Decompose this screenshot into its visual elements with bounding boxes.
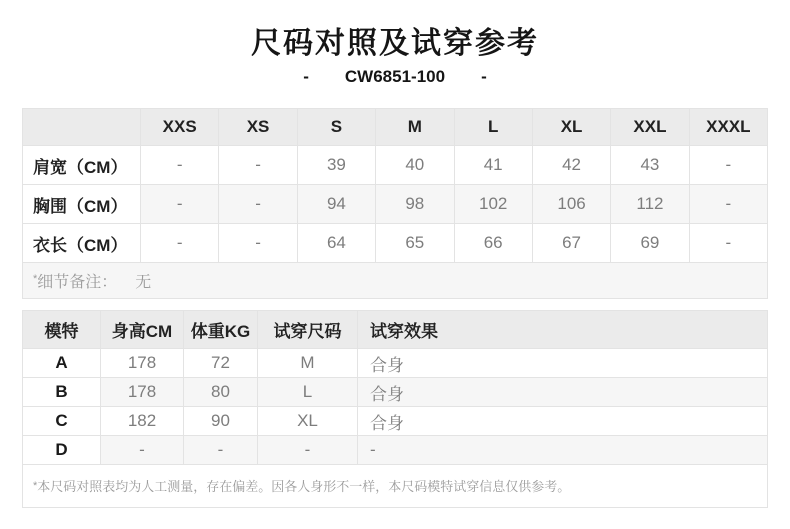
note-asterisk: * — [33, 273, 38, 285]
cell-value: 66 — [454, 224, 532, 263]
product-code-subtitle — [0, 67, 790, 87]
detail-note-cell — [23, 263, 768, 299]
model-effect: 合身 — [358, 407, 768, 436]
cell-value: - — [141, 185, 219, 224]
model-name: A — [23, 349, 101, 378]
cell-value: 98 — [376, 185, 454, 224]
size-col-header-m: M — [376, 109, 454, 146]
cell-value: 64 — [297, 224, 375, 263]
model-size: L — [258, 378, 358, 407]
model-size: XL — [258, 407, 358, 436]
subtitle-dash-right: - — [481, 67, 487, 86]
size-col-header-s: S — [297, 109, 375, 146]
model-size: M — [258, 349, 358, 378]
model-name: C — [23, 407, 101, 436]
table-row-model-d — [23, 436, 768, 465]
model-height: - — [101, 436, 184, 465]
tables-area — [22, 108, 768, 508]
size-col-header-xxl: XXL — [611, 109, 689, 146]
detail-note-label: 细节备注： — [37, 274, 118, 291]
row-label-shoulder: 肩宽（CM） — [23, 146, 141, 185]
model-name: D — [23, 436, 101, 465]
cell-value: 106 — [532, 185, 610, 224]
model-weight: - — [184, 436, 258, 465]
size-table-header-row — [23, 109, 768, 146]
size-col-header-l: L — [454, 109, 532, 146]
fit-col-header-effect: 试穿效果 — [358, 311, 768, 349]
model-effect: 合身 — [358, 378, 768, 407]
cell-value: - — [219, 224, 297, 263]
cell-value: 41 — [454, 146, 532, 185]
fit-col-header-height: 身高CM — [101, 311, 184, 349]
cell-value: - — [141, 146, 219, 185]
size-col-header-xl: XL — [532, 109, 610, 146]
footnote-asterisk: * — [33, 480, 38, 492]
model-size: - — [258, 436, 358, 465]
model-weight: 72 — [184, 349, 258, 378]
model-effect: 合身 — [358, 349, 768, 378]
cell-value: - — [689, 224, 767, 263]
cell-value: 43 — [611, 146, 689, 185]
page-header — [0, 0, 790, 87]
table-row-footnote — [23, 465, 768, 508]
cell-value: 112 — [611, 185, 689, 224]
table-row-length — [23, 224, 768, 263]
model-weight: 90 — [184, 407, 258, 436]
cell-value: - — [689, 146, 767, 185]
table-row-model-b — [23, 378, 768, 407]
model-weight: 80 — [184, 378, 258, 407]
cell-value: 40 — [376, 146, 454, 185]
cell-value: 39 — [297, 146, 375, 185]
model-height: 182 — [101, 407, 184, 436]
subtitle-dash-left: - — [303, 67, 309, 86]
footnote-cell — [23, 465, 768, 508]
row-label-length: 衣长（CM） — [23, 224, 141, 263]
model-height: 178 — [101, 378, 184, 407]
fit-col-header-weight: 体重KG — [184, 311, 258, 349]
table-row-model-c — [23, 407, 768, 436]
model-fit-table — [22, 310, 768, 508]
cell-value: - — [219, 146, 297, 185]
product-code: CW6851-100 — [344, 67, 446, 86]
cell-value: 65 — [376, 224, 454, 263]
table-gap — [22, 299, 768, 310]
table-row-shoulder — [23, 146, 768, 185]
cell-value: 94 — [297, 185, 375, 224]
cell-value: 67 — [532, 224, 610, 263]
page-title: 尺码对照及试穿参考 — [251, 27, 539, 60]
size-col-header-xs: XS — [219, 109, 297, 146]
size-col-header-xxxl: XXXL — [689, 109, 767, 146]
fit-table-header-row — [23, 311, 768, 349]
size-col-header-xxs: XXS — [141, 109, 219, 146]
model-name: B — [23, 378, 101, 407]
detail-note-value: 无 — [135, 274, 152, 291]
size-col-header-blank — [23, 109, 141, 146]
table-row-chest — [23, 185, 768, 224]
cell-value: 42 — [532, 146, 610, 185]
model-effect: - — [358, 436, 768, 465]
table-row-detail-note — [23, 263, 768, 299]
size-table — [22, 108, 768, 299]
fit-col-header-size: 试穿尺码 — [258, 311, 358, 349]
cell-value: 102 — [454, 185, 532, 224]
cell-value: - — [219, 185, 297, 224]
row-label-chest: 胸围（CM） — [23, 185, 141, 224]
cell-value: 69 — [611, 224, 689, 263]
cell-value: - — [141, 224, 219, 263]
footnote-text: 本尺码对照表均为人工测量，存在偏差。因各人身形不一样，本尺码模特试穿信息仅供参考。 — [37, 479, 571, 494]
model-height: 178 — [101, 349, 184, 378]
fit-col-header-model: 模特 — [23, 311, 101, 349]
table-row-model-a — [23, 349, 768, 378]
cell-value: - — [689, 185, 767, 224]
